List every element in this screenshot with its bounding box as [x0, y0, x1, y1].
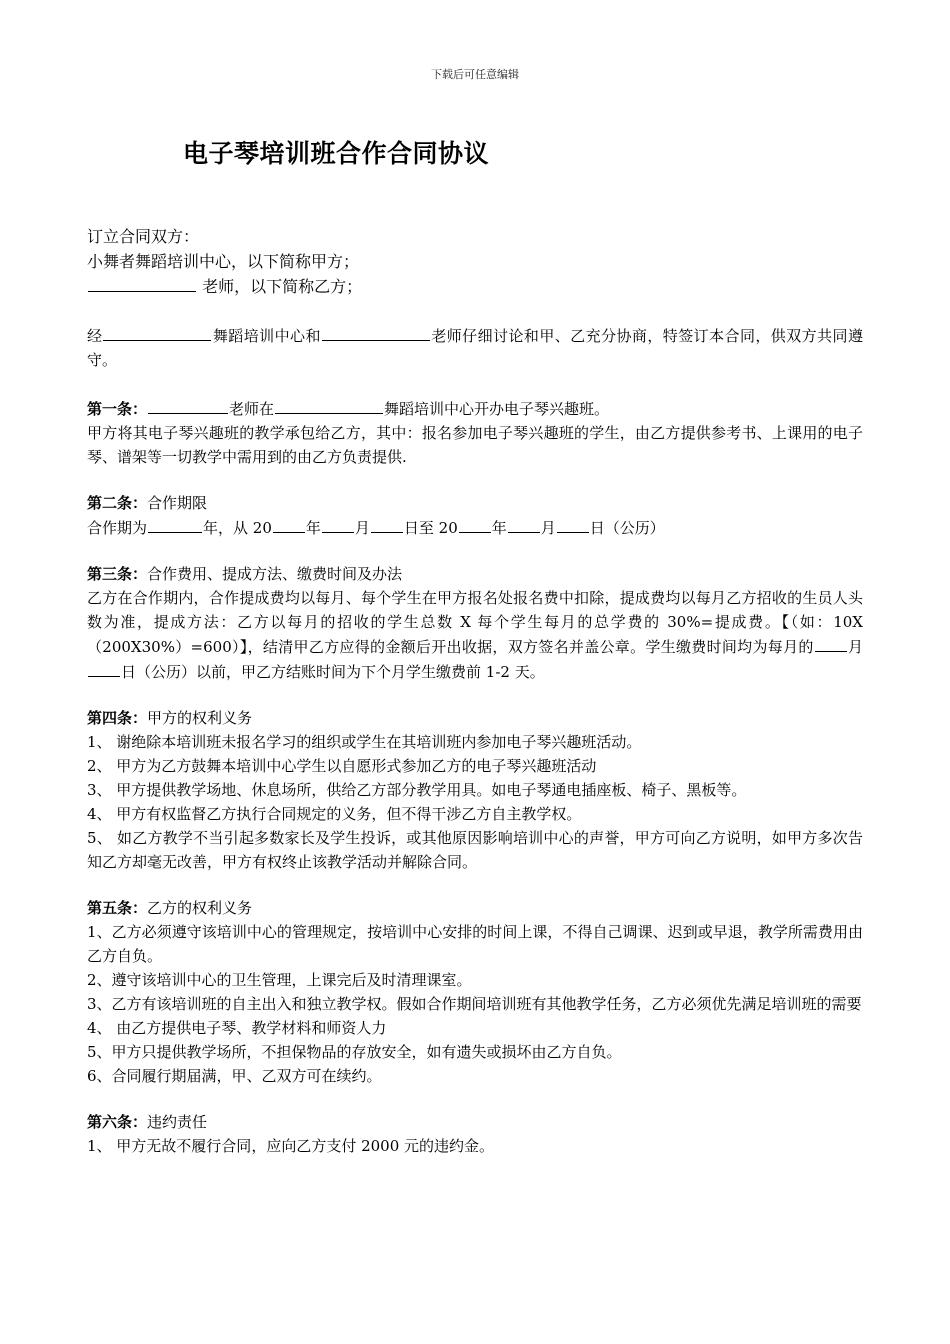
- article-heading: 第五条：: [87, 899, 148, 917]
- article-heading: 第六条：: [87, 1113, 148, 1131]
- end-day-blank: [557, 515, 589, 533]
- article-4: [87, 706, 863, 874]
- list-item: 1、 甲方无故不履行合同，应向乙方支付 2000 元的违约金。: [87, 1137, 495, 1155]
- article-6: [87, 1110, 863, 1158]
- teacher-name-blank: [322, 323, 430, 341]
- header-note: 下载后可任意编辑: [431, 68, 519, 81]
- start-month-blank: [322, 515, 354, 533]
- teacher-name-blank: [148, 396, 228, 414]
- list-item: 3、乙方有该培训班的自主出入和独立教学权。假如合作期间培训班有其他教学任务，乙方必须优先满足培训班的需要: [87, 995, 862, 1013]
- list-item: 2、遵守该培训中心的卫生管理，上课完后及时清理课室。: [87, 971, 472, 989]
- article-title: 合作期限: [147, 494, 208, 512]
- end-year-blank: [459, 515, 491, 533]
- article-heading: 第四条：: [87, 709, 148, 727]
- teacher-name-blank: [88, 274, 196, 292]
- contract-body: [87, 224, 863, 1158]
- article-3: [87, 562, 863, 684]
- article-1: 第一条： 老师在 舞蹈培训中心开办电子琴兴趣班。 甲方将其电子琴兴趣班的教学承包给乙方，其中：报名参加电子琴兴趣班的学生，由乙方提供参考书、上课用的电子琴、谱架等一切教学中需用到的由乙方负责提供.: [87, 396, 863, 469]
- payment-month-blank: [815, 634, 847, 652]
- article-body: 甲方将其电子琴兴趣班的教学承包给乙方，其中：报名参加电子琴兴趣班的学生，由乙方提供参考书、上课用的电子琴、谱架等一切教学中需用到的由乙方负责提供.: [87, 424, 863, 466]
- list-item: 4、 甲方有权监督乙方执行合同规定的义务，但不得干涉乙方自主教学权。: [87, 805, 582, 823]
- article-2: [87, 491, 863, 540]
- article-title: 违约责任: [147, 1113, 208, 1131]
- start-day-blank: [371, 515, 403, 533]
- party-a-line: 小舞者舞蹈培训中心，以下简称甲方；: [87, 252, 360, 271]
- list-item: 1、 谢绝除本培训班未报名学习的组织或学生在其培训班内参加电子琴兴趣班活动。: [87, 733, 642, 751]
- years-blank: [148, 515, 202, 533]
- list-item: 1、乙方必须遵守该培训中心的管理规定，按培训中心安排的时间上课，不得自己调课、迟到或早退，教学所需费用由乙方自负。: [87, 923, 863, 965]
- end-month-blank: [508, 515, 540, 533]
- party-b-line: [87, 274, 863, 299]
- list-item: 6、合同履行期届满，甲、乙双方可在续约。: [87, 1067, 382, 1085]
- article-5: [87, 896, 863, 1088]
- article-body: 乙方在合作期内，合作提成费均以每月、每个学生在甲方报名处报名费中扣除，提成费均以每月乙方招收的生员人头数为准，提成方法：乙方以每月的招收的学生总数 X 每个学生每月的总学费的 30%=提成费。【（如：10X（200X30%）=600）】，结清甲乙方应得的金额后开出收据，双方签名并盖公章。学生缴费时间均为每月的 月日（公历）以前，甲乙方结账时间为下个月学生缴费前 1-2 天。: [87, 589, 863, 681]
- center-name-blank: [103, 323, 211, 341]
- article-title: 合作费用、提成方法、缴费时间及办法: [147, 565, 403, 583]
- payment-day-blank: [88, 659, 120, 677]
- article-heading: 第一条：: [87, 400, 148, 418]
- article-title: 甲方的权利义务: [147, 709, 253, 727]
- article-heading: 第三条：: [87, 565, 148, 583]
- list-item: 5、甲方只提供教学场所，不担保物品的存放安全，如有遗失或损坏由乙方自负。: [87, 1043, 622, 1061]
- list-item: 5、 如乙方教学不当引起多数家长及学生投诉，或其他原因影响培训中心的声誉，甲方可向乙方说明，如甲方多次告知乙方却毫无改善，甲方有权终止该教学活动并解除合同。: [87, 829, 863, 871]
- document-title: 电子琴培训班合作合同协议: [183, 139, 490, 168]
- article-title: 乙方的权利义务: [147, 899, 253, 917]
- list-item: 3、 甲方提供教学场地、休息场所，供给乙方部分教学用具。如电子琴通电插座板、椅子、黑板等。: [87, 781, 747, 799]
- intro-paragraph: 经 舞蹈培训中心和 老师仔细讨论和甲、乙充分协商，特签订本合同，供双方共同遵守。: [87, 323, 863, 372]
- list-item: 2、 甲方为乙方鼓舞本培训中心学生以自愿形式参加乙方的电子琴兴趣班活动: [87, 757, 597, 775]
- parties-label: 订立合同双方：: [87, 227, 200, 246]
- list-item: 4、 由乙方提供电子琴、教学材料和师资人力: [87, 1019, 387, 1037]
- center-name-blank: [275, 396, 383, 414]
- start-year-blank: [273, 515, 305, 533]
- cooperation-period-line: 合作期为 年，从 20 年 月 日至 20 年 月 日（公历）: [87, 515, 863, 540]
- article-heading: 第二条：: [87, 494, 148, 512]
- party-b-text: 老师，以下简称乙方；: [202, 277, 363, 296]
